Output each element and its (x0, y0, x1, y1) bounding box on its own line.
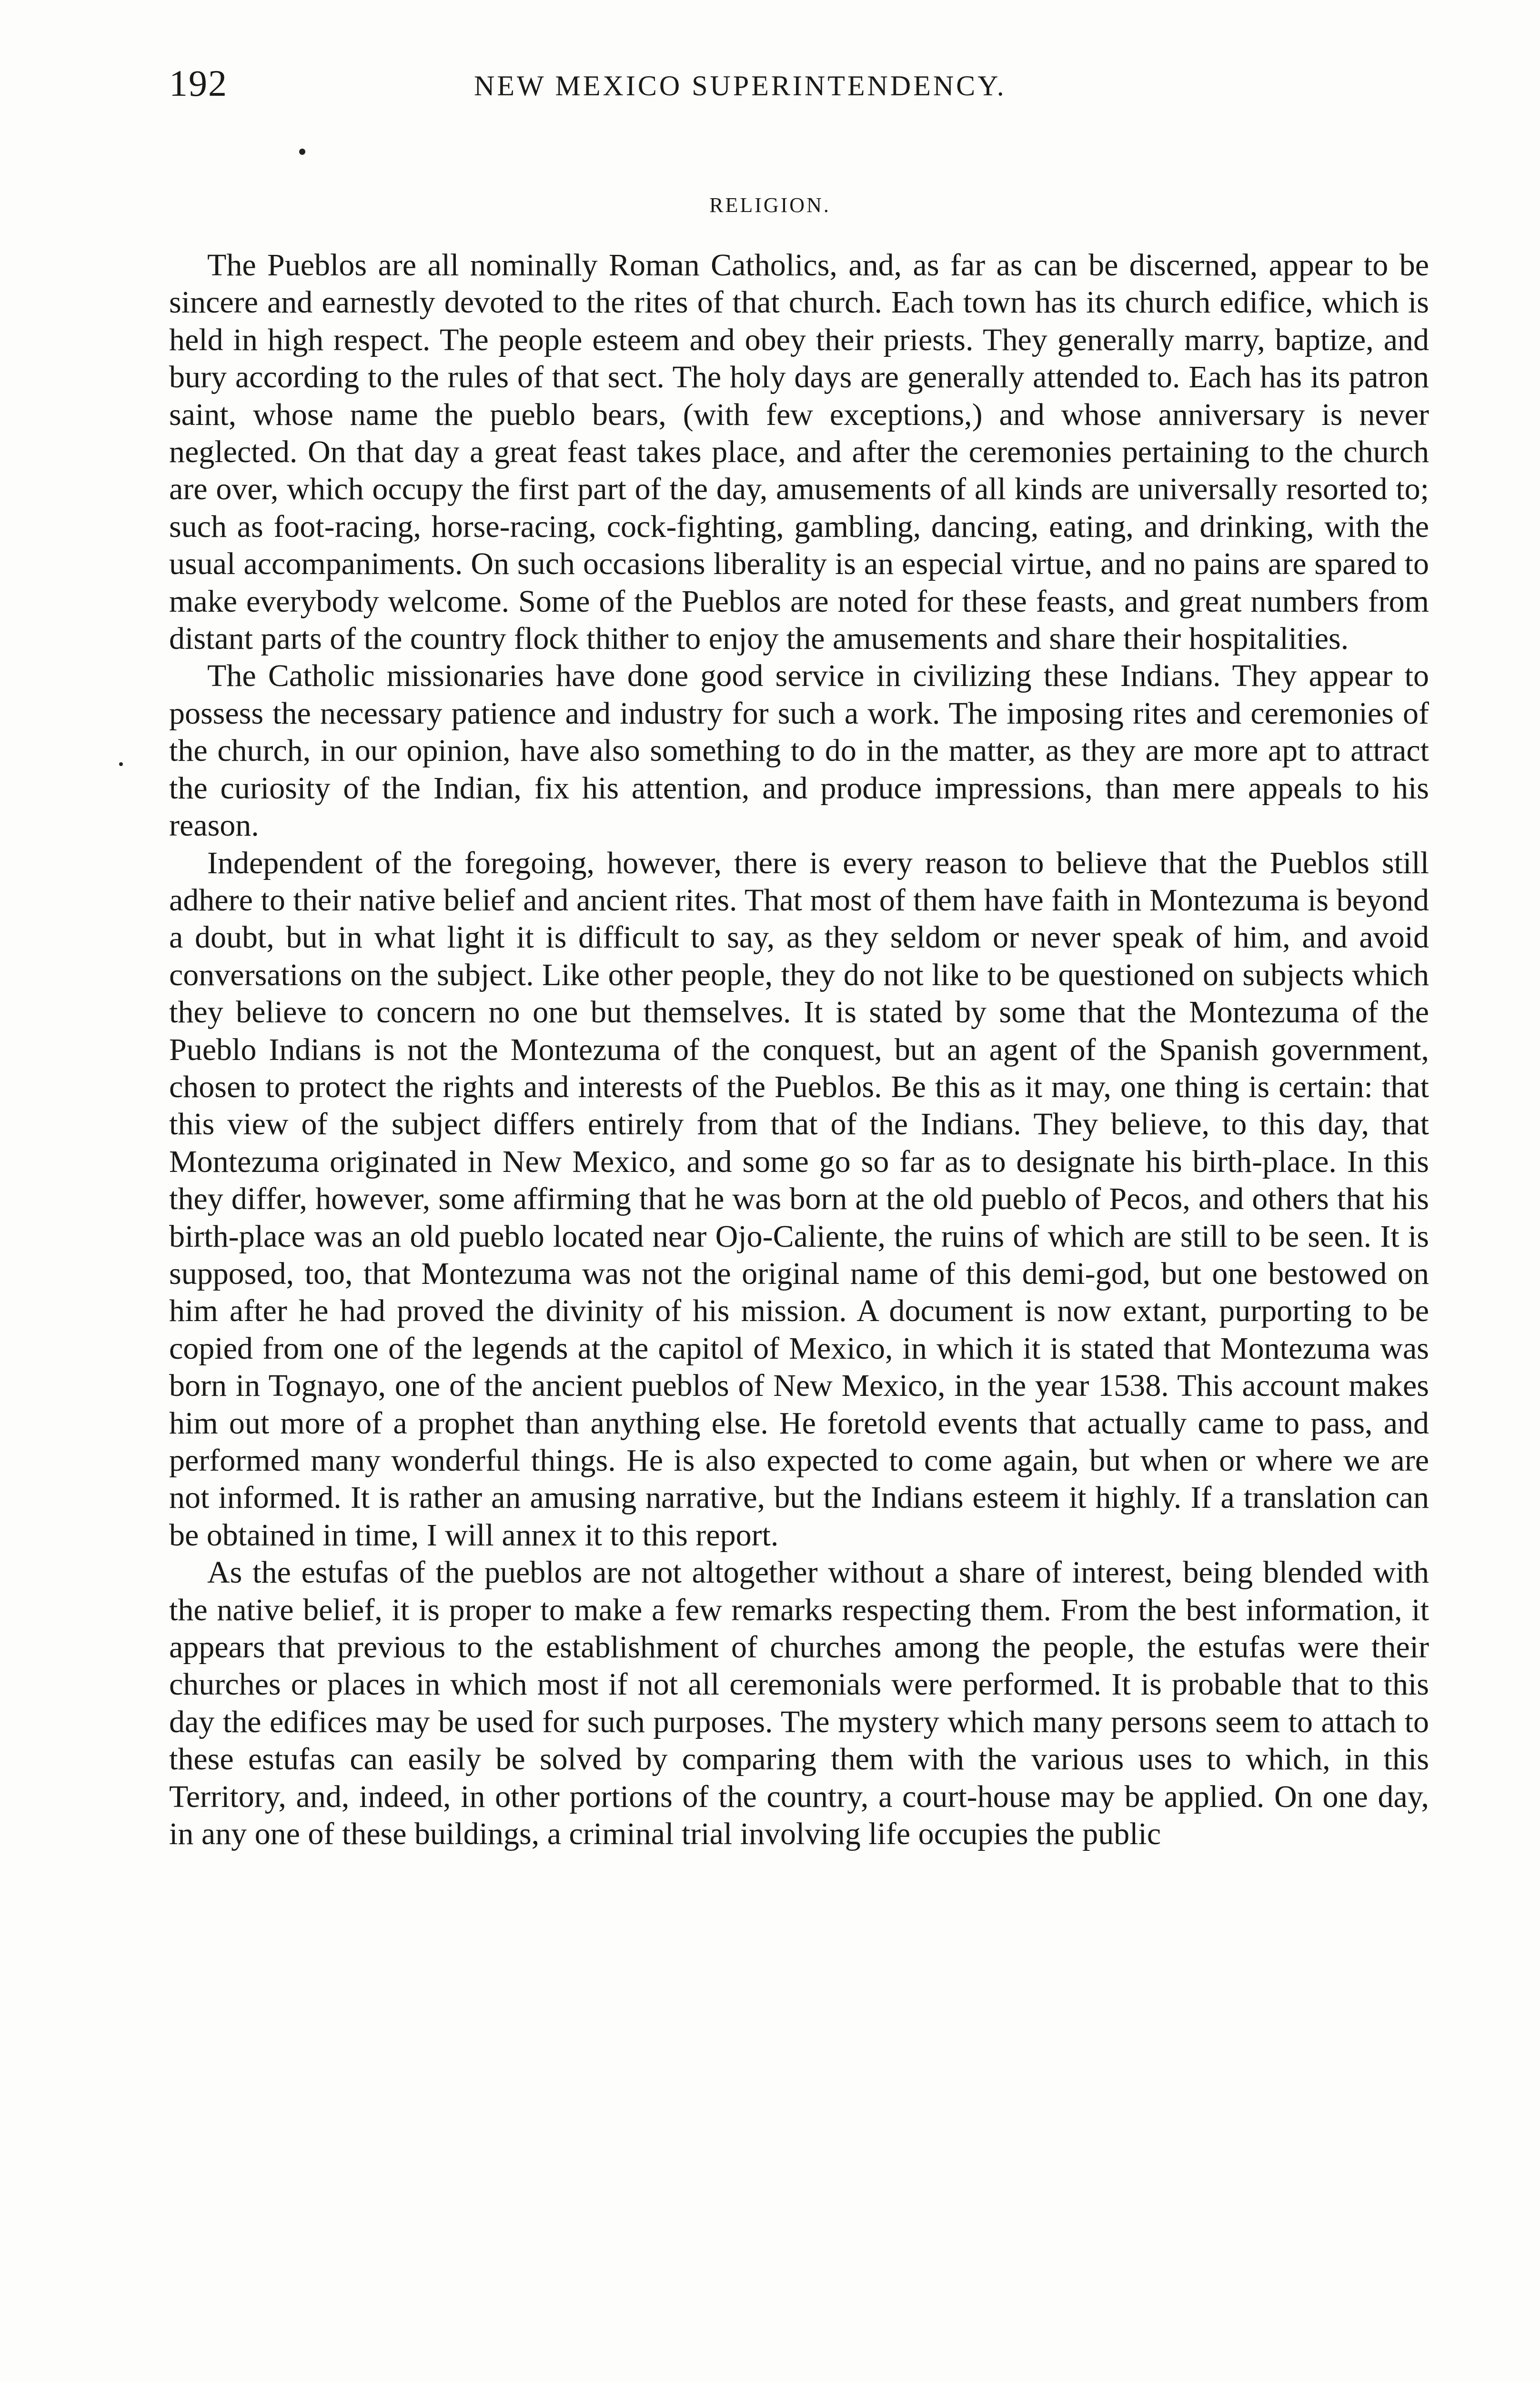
page-header (169, 62, 1427, 119)
ink-speck (299, 149, 305, 155)
paragraph: The Pueblos are all nominally Roman Catholics, and, as far as can be discerned, appear to be sincere and earnestly devoted to the rites of that church. Each town has its church edifice, which is held in high respect. The people esteem and obey their priests. They generally marry, baptize, and bury according to the rules of that sect. The holy days are generally attended to. Each has its patron saint, whose name the pueblo bears, (with few exceptions,) and whose anniversary is never neglected. On that day a great feast takes place, and after the ceremonies pertaining to the church are over, which occupy the first part of the day, amusements of all kinds are universally resorted to; such as foot-racing, horse-racing, cock-fighting, gambling, dancing, eating, and drinking, with the usual accompaniments. On such occasions liberality is an especial virtue, and no pains are spared to make everybody welcome. Some of the Pueblos are noted for these feasts, and great numbers from distant parts of the country flock thither to enjoy the amusements and share their hospitalities. (169, 248, 1429, 656)
paragraph: Independent of the foregoing, however, there is every reason to believe that the Pueblos still adhere to their native belief and ancient rites. That most of them have faith in Montezuma is beyond a doubt, but in what light it is difficult to say, as they seldom or never speak of him, and avoid conversations on the subject. Like other people, they do not like to be questioned on subjects which they believe to concern no one but themselves. It is stated by some that the Montezuma of the Pueblo Indians is not the Montezuma of the conquest, but an agent of the Spanish government, chosen to protect the rights and interests of the Pueblos. Be this as it may, one thing is certain: that this view of the subject differs entirely from that of the Indians. They believe, to this day, that Montezuma originated in New Mexico, and some go so far as to designate his birth-place. In this they differ, however, some affirming that he was born at the old pueblo of Pecos, and others that his birth-place was an old pueblo located near Ojo-Caliente, the ruins of which are still to be seen. It is supposed, too, that Montezuma was not the original name of this demi-god, but one bestowed on him after he had proved the divinity of his mission. A document is now extant, purporting to be copied from one of the legends at the capitol of Mexico, in which it is stated that Montezuma was born in Tognayo, one of the ancient pueblos of New Mexico, in the year 1538. This account makes him out more of a prophet than anything else. He foretold events that actually came to pass, and performed many wonderful things. He is also expected to come again, but when or where we are not informed. It is rather an amusing narrative, but the Indians esteem it highly. If a translation can be obtained in time, I will annex it to this report. (169, 845, 1429, 1553)
running-title: NEW MEXICO SUPERINTENDENCY. (474, 70, 1007, 101)
section-title: RELIGION. (709, 193, 831, 217)
paragraph: The Catholic missionaries have done good service in civilizing these Indians. They appear to possess the necessary patience and industry for such a work. The imposing rites and ceremonies of the church, in our opinion, have also something to do in the matter, as they are more apt to attract the curiosity of the Indian, fix his attention, and produce impressions, than mere appeals to his reason. (169, 658, 1429, 843)
ink-speck (119, 762, 123, 766)
paragraph: As the estufas of the pueblos are not altogether without a share of interest, being blended with the native belief, it is proper to make a few remarks respecting them. From the best information, it appears that previous to the establishment of churches among the people, the estufas were their churches or places in which most if not all ceremonials were performed. It is probable that to this day the edifices may be used for such purposes. The mystery which many persons seem to attach to these estufas can easily be solved by comparing them with the various uses to which, in this Territory, and, indeed, in other portions of the country, a court-house may be applied. On one day, in any one of these buildings, a criminal trial involving life occupies the public (169, 1555, 1429, 1852)
page-number: 192 (169, 62, 228, 104)
body-text (169, 247, 1429, 1853)
